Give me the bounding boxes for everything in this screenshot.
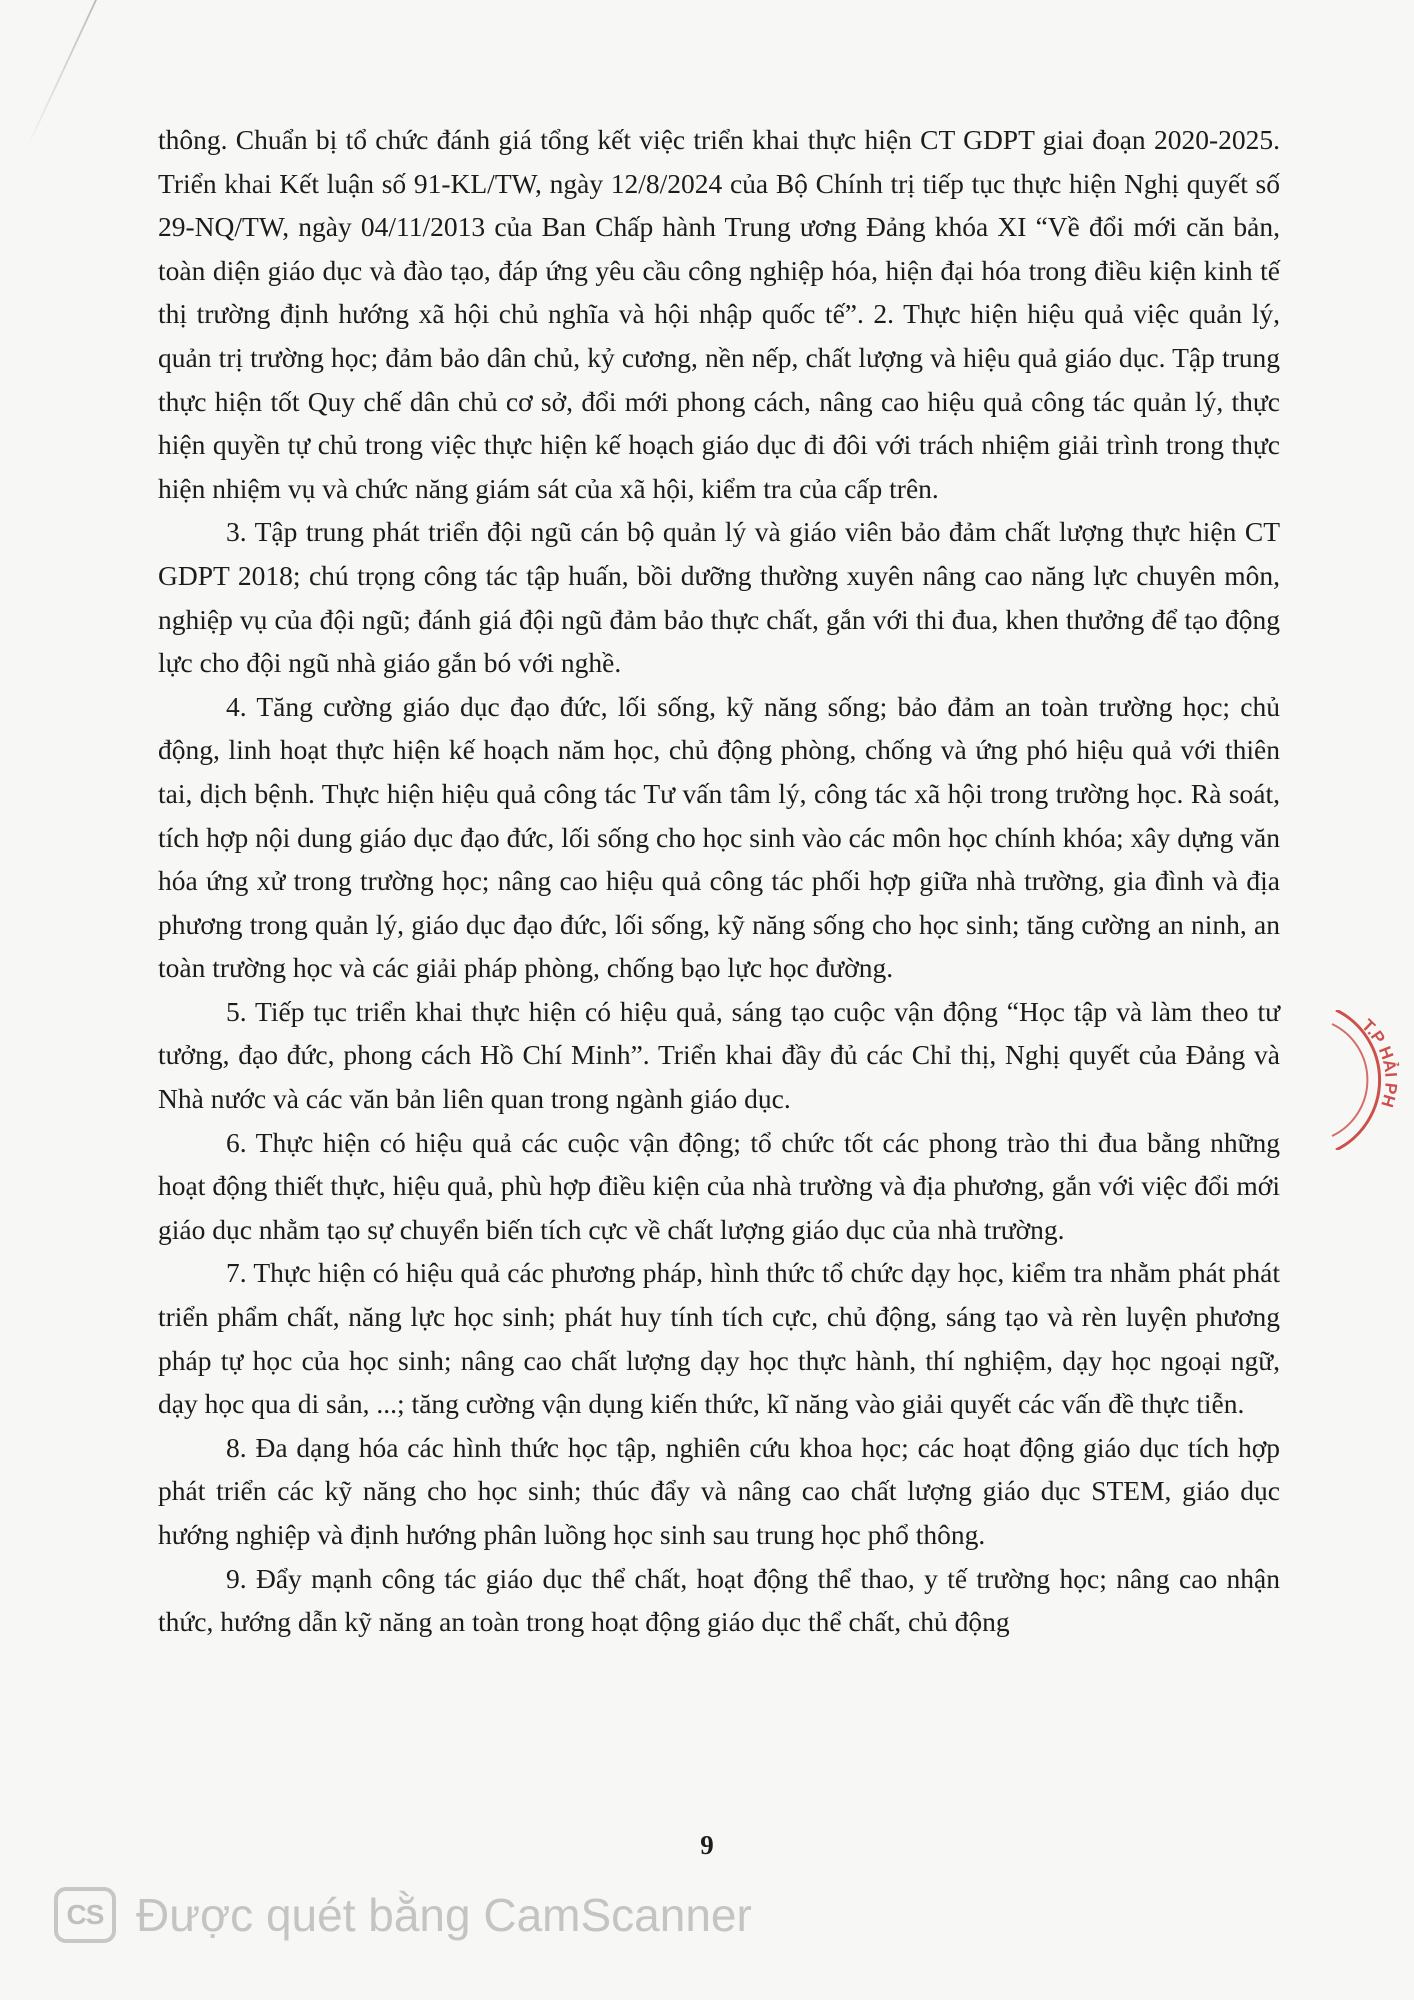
paragraph-item-5: 5. Tiếp tục triển khai thực hiện có hiệu quả, sáng tạo cuộc vận động “Học tập và làm theo tư tưởng, đạo đức, phong cách Hồ Chí Minh”. Triển khai đầy đủ các Chỉ thị, Nghị quyết của Đảng và Nhà nước và các văn bản liên quan trong ngành giáo dục. bbox=[158, 995, 1280, 1115]
page-number: 9 bbox=[700, 1830, 714, 1860]
stamp-text: T.P HẢI PH bbox=[1357, 1015, 1401, 1110]
watermark-text: Được quét bằng CamScanner bbox=[136, 1889, 752, 1941]
paragraph-item-7: 7. Thực hiện có hiệu quả các phương pháp, hình thức tổ chức dạy học, kiểm tra nhằm phát phát triển phẩm chất, năng lực học sinh; phát huy tính tích cực, chủ động, sáng tạo và rèn luyện phương pháp tự học của học sinh; nâng cao chất lượng dạy học thực hành, thí nghiệm, dạy học ngoại ngữ, dạy học qua di sản, ...; tăng cường vận dụng kiến thức, kĩ năng vào giải quyết các vấn đề thực tiễn. bbox=[158, 1257, 1280, 1420]
paragraph-item-3: 3. Tập trung phát triển đội ngũ cán bộ quản lý và giáo viên bảo đảm chất lượng thực hiện CT GDPT 2018; chú trọng công tác tập huấn, bồi dưỡng thường xuyên nâng cao năng lực chuyên môn, nghiệp vụ của đội ngũ; đánh giá đội ngũ đảm bảo thực chất, gắn với thi đua, khen thưởng để tạo động lực cho đội ngũ nhà giáo gắn bó với nghề. bbox=[158, 516, 1280, 679]
paragraph-item-9: 9. Đẩy mạnh công tác giáo dục thể chất, hoạt động thể thao, y tế trường học; nâng cao nhận thức, hướng dẫn kỹ năng an toàn trong hoạt động giáo dục thể chất, chủ động bbox=[158, 1562, 1280, 1638]
scan-edge-shadow bbox=[25, 0, 97, 150]
official-stamp-seal bbox=[1330, 1010, 1414, 1150]
paragraph-item-4: 4. Tăng cường giáo dục đạo đức, lối sống, kỹ năng sống; bảo đảm an toàn trường học; chủ động, linh hoạt thực hiện kế hoạch năm học, chủ động phòng, chống và ứng phó hiệu quả với thiên tai, dịch bệnh. Thực hiện hiệu quả công tác Tư vấn tâm lý, công tác xã hội trong trường học. Rà soát, tích hợp nội dung giáo dục đạo đức, lối sống cho học sinh vào các môn học chính khóa; xây dựng văn hóa ứng xử trong trường học; nâng cao hiệu quả công tác phối hợp giữa nhà trường, gia đình và địa phương trong quản lý, giáo dục đạo đức, lối sống, kỹ năng sống cho học sinh; tăng cường an ninh, an toàn trường học và các giải pháp phòng, chống bạo lực học đường. bbox=[158, 690, 1280, 984]
paragraph-intro: thông. Chuẩn bị tổ chức đánh giá tổng kết việc triển khai thực hiện CT GDPT giai đoạn 2020-2025. Triển khai Kết luận số 91-KL/TW, ngày 12/8/2024 của Bộ Chính trị tiếp tục thực hiện Nghị quyết số 29-NQ/TW, ngày 04/11/2013 của Ban Chấp hành Trung ương Đảng khóa XI “Về đổi mới căn bản, toàn diện giáo dục và đào tạo, đáp ứng yêu cầu công nghiệp hóa, hiện đại hóa trong điều kiện kinh tế thị trường định hướng xã hội chủ nghĩa và hội nhập quốc tế”. 2. Thực hiện hiệu quả việc quản lý, quản trị trường học; đảm bảo dân chủ, kỷ cương, nền nếp, chất lượng và hiệu quả giáo dục. Tập trung thực hiện tốt Quy chế dân chủ cơ sở, đổi mới phong cách, nâng cao hiệu quả công tác quản lý, thực hiện quyền tự chủ trong việc thực hiện kế hoạch giáo dục đi đôi với trách nhiệm giải trình trong thực hiện nhiệm vụ và chức năng giám sát của xã hội, kiểm tra của cấp trên. bbox=[158, 124, 1280, 504]
document-body bbox=[158, 118, 1280, 1644]
camscanner-watermark bbox=[54, 1885, 752, 1945]
camscanner-logo-icon: CS bbox=[54, 1887, 116, 1943]
paragraph-item-6: 6. Thực hiện có hiệu quả các cuộc vận động; tổ chức tốt các phong trào thi đua bằng những hoạt động thiết thực, hiệu quả, phù hợp điều kiện của nhà trường và địa phương, gắn với việc đổi mới giáo dục nhằm tạo sự chuyển biến tích cực về chất lượng giáo dục của nhà trường. bbox=[158, 1126, 1280, 1245]
paragraph-item-8: 8. Đa dạng hóa các hình thức học tập, nghiên cứu khoa học; các hoạt động giáo dục tích hợp phát triển các kỹ năng cho học sinh; thúc đẩy và nâng cao chất lượng giáo dục STEM, giáo dục hướng nghiệp và định hướng phân luồng học sinh sau trung học phổ thông. bbox=[158, 1431, 1280, 1550]
